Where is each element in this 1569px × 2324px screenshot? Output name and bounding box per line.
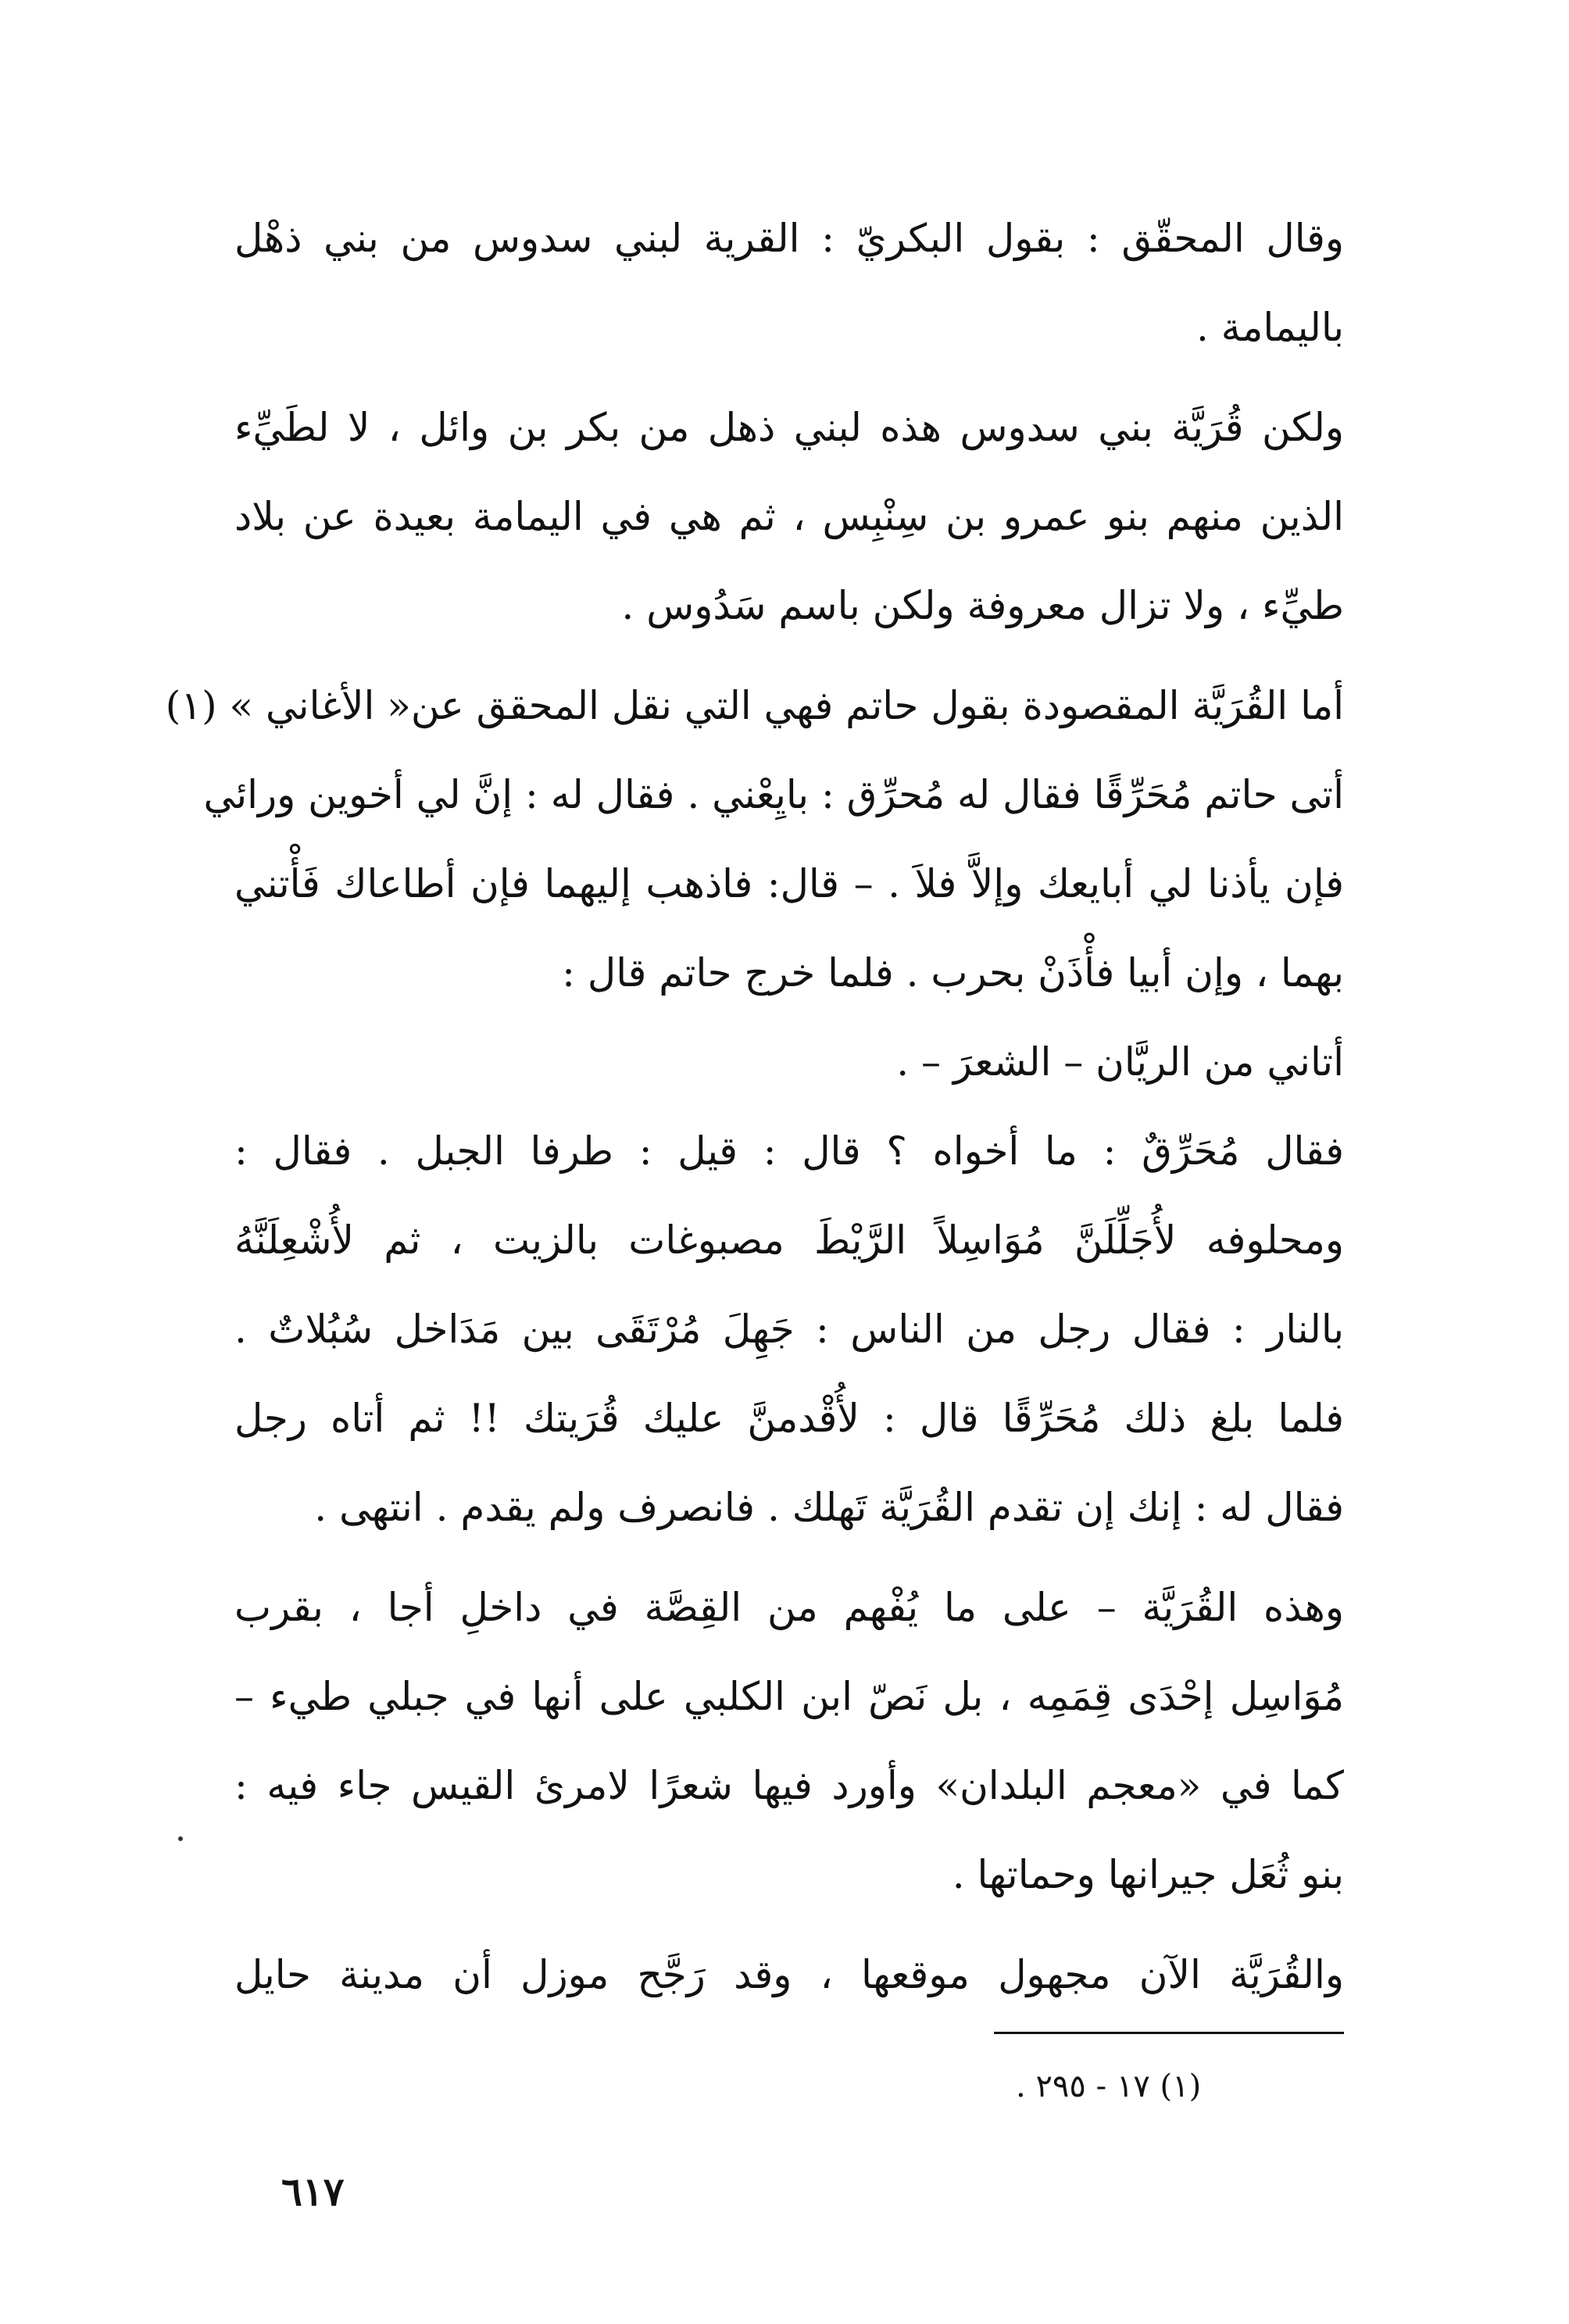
verse-line: أتاني من الريَّان – الشعرَ – . [896, 1039, 1344, 1085]
ink-speck [178, 1836, 183, 1841]
footnote-divider [994, 2032, 1344, 2034]
text-line: فإن يأذنا لي أبايعك وإلاَّ فلاَ . – قال: فاذهب إليهما فإن أطاعاك فَأْتني [234, 861, 1344, 906]
text-line: ومحلوفه لأُجَلِّلَنَّ مُوَاسِلاً الرَّيْطَ مصبوغات بالزيت ، ثم لأُشْعِلَنَّهُ [234, 1217, 1344, 1263]
body-text [165, 194, 1344, 2019]
text-line: أتى حاتم مُحَرِّقًا فقال له مُحرِّق : بايِعْني . فقال له : إنَّ لي أخوين ورائي [203, 772, 1344, 817]
text-line: وقال المحقّق : بقول البكريّ : القرية لبني سدوس من بني ذهْل [234, 216, 1344, 261]
text-line: كما في «معجم البلدان» وأورد فيها شعرًا لامرئ القيس جاء فيه : [234, 1763, 1344, 1808]
text-line: مُوَاسِل إحْدَى قِمَمِه ، بل نَصّ ابن الكلبي على أنها في جبلي طيء – [234, 1674, 1344, 1719]
text-line: فقال مُحَرِّقٌ : ما أخواه ؟ قال : قيل : طرفا الجبل . فقال : [234, 1128, 1344, 1174]
text-line: باليمامة . [1196, 305, 1344, 350]
text-line: وهذه القُرَيَّة – على ما يُفْهم من القِصَّة في داخلِ أجا ، بقرب [234, 1585, 1344, 1630]
page-number: ٦١٧ [281, 2168, 345, 2215]
footnote: (١) ١٧ - ٢٩٥ . [1016, 2068, 1202, 2104]
text-line: بالنار : فقال رجل من الناس : جَهِلَ مُرْتَقَى بين مَدَاخل سُبُلاتٌ . [234, 1307, 1344, 1352]
text-line: طيِّء ، ولا تزال معروفة ولكن باسم سَدُوس . [621, 583, 1344, 628]
text-line: فلما بلغ ذلك مُحَرِّقًا قال : لأُقْدمنَّ عليك قُرَيتك !! ثم أتاه رجل [234, 1396, 1344, 1441]
text-line: فقال له : إنك إن تقدم القُرَيَّة تَهلك . فانصرف ولم يقدم . انتهى . [314, 1485, 1344, 1530]
text-line: ولكن قُرَيَّة بني سدوس هذه لبني ذهل من بكر بن وائل ، لا لطَيِّء [234, 405, 1344, 450]
text-line: والقُرَيَّة الآن مجهول موقعها ، وقد رَجَّح موزل أن مدينة حايل [234, 1952, 1344, 1997]
text-line: الذين منهم بنو عمرو بن سِنْبِس ، ثم هي في اليمامة بعيدة عن بلاد [234, 494, 1344, 539]
text-line: بهما ، وإن أبيا فأْذَنْ بحرب . فلما خرج حاتم قال : [562, 950, 1344, 996]
text-line: بنو ثُعَل جيرانها وحماتها . [952, 1852, 1344, 1897]
text-line: أما القُرَيَّة المقصودة بقول حاتم فهي التي نقل المحقق عن« الأغاني » (١) [165, 683, 1344, 728]
